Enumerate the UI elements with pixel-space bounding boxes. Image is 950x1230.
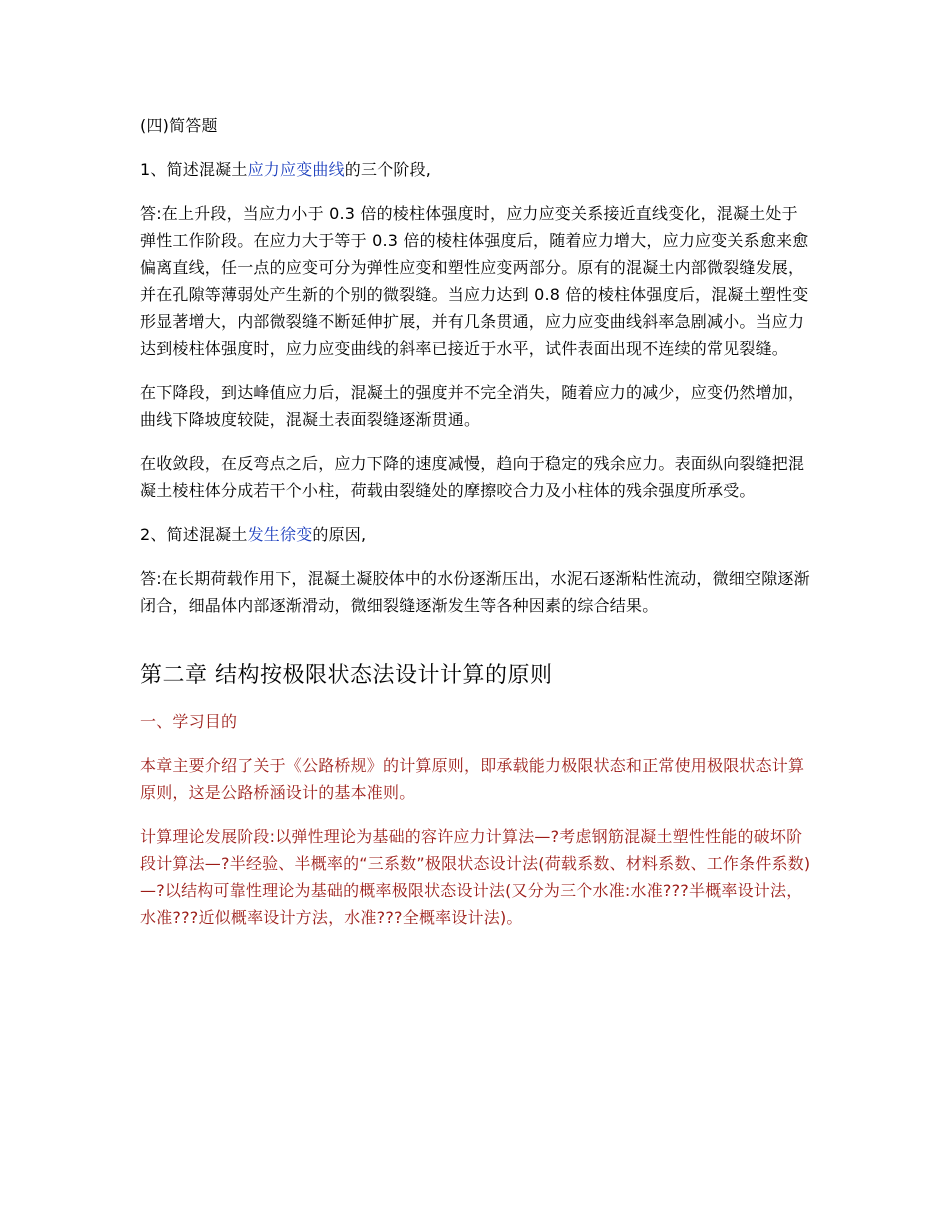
- document-page: [140, 112, 812, 948]
- question-2-prefix: 2、简述混凝土: [140, 525, 248, 544]
- question-2-suffix: 的原因,: [312, 525, 367, 544]
- question-1-prefix: 1、简述混凝土: [140, 160, 248, 179]
- answer-2: 答:在长期荷载作用下，混凝土凝胶体中的水份逐渐压出，水泥石逐渐粘性流动，微细空隙逐渐闭合，细晶体内部逐渐滑动，微细裂缝逐渐发生等各种因素的综合结果。: [140, 569, 810, 615]
- chapter-theory-paragraph: 计算理论发展阶段:以弹性理论为基础的容许应力计算法—?考虑钢筋混凝土塑性性能的破坏阶段计算法—?半经验、半概率的“三系数”极限状态设计法(荷载系数、材料系数、工作条件系数)—?以结构可靠性理论为基础的概率极限状态设计法(又分为三个水准:水准???半概率设计法，水准???近似概率设计方法，水准???全概率设计法)。: [140, 827, 811, 927]
- link-stress-strain-curve[interactable]: 应力应变曲线: [247, 160, 345, 179]
- question-2: [140, 521, 812, 548]
- answer-1-convergent: 在收敛段，在反弯点之后，应力下降的速度减慢，趋向于稳定的残余应力。表面纵向裂缝把混凝土棱柱体分成若干个小柱，荷载由裂缝处的摩擦咬合力及小柱体的残余强度所承受。: [140, 454, 805, 500]
- chapter-title: 第二章 结构按极限状态法设计计算的原则: [140, 663, 553, 688]
- question-1: [140, 156, 812, 183]
- link-creep[interactable]: 发生徐变: [247, 525, 313, 544]
- answer-1-descending: 在下降段，到达峰值应力后，混凝土的强度并不完全消失，随着应力的减少，应变仍然增加，曲线下降坡度较陡，混凝土表面裂缝逐渐贯通。: [140, 383, 805, 429]
- chapter-subheading: 一、学习目的: [140, 712, 238, 731]
- answer-1-ascending: 答:在上升段，当应力小于 0.3 倍的棱柱体强度时，应力应变关系接近直线变化，混凝土处于弹性工作阶段。在应力大于等于 0.3 倍的棱柱体强度后，随着应力增大，应力应变关系愈来愈偏离直线，任一点的应变可分为弹性应变和塑性应变两部分。原有的混凝土内部微裂缝发展，并在孔隙等薄弱处产生新的个别的微裂缝。当应力达到 0.8 倍的棱柱体强度后，混凝土塑性变形显著增大，内部微裂缝不断延伸扩展，并有几条贯通，应力应变曲线斜率急剧减小。当应力达到棱柱体强度时，应力应变曲线的斜率已接近于水平，试件表面出现不连续的常见裂缝。: [140, 204, 809, 358]
- question-1-suffix: 的三个阶段,: [344, 160, 432, 179]
- section-title: (四)简答题: [140, 116, 218, 135]
- chapter-intro-paragraph: 本章主要介绍了关于《公路桥规》的计算原则，即承载能力极限状态和正常使用极限状态计算原则，这是公路桥涵设计的基本准则。: [140, 756, 805, 802]
